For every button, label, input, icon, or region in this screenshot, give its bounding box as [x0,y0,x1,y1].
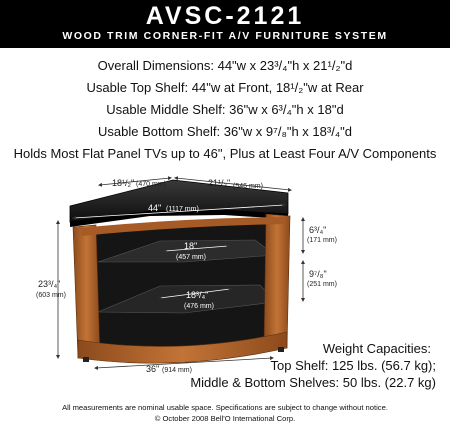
copyright: © October 2008 Bell'O International Corp. [154,414,296,423]
dim-middle-depth-mm: (457 mm) [176,254,206,261]
dim-bottom-height-mm: (251 mm) [307,281,337,288]
dim-middle-depth: 18" [184,241,198,251]
cabinet-interior [86,216,284,352]
dim-rear-right-mm: (546 mm) [233,183,263,190]
dim-bottom-height: 9⁷/₈" [309,269,327,279]
title-banner [0,0,450,48]
footer [0,402,450,424]
spec-top-shelf: Usable Top Shelf: 44"w at Front, 18¹/₂"w at Rear [86,80,364,95]
dim-rear-right: 21¹/₂" [208,178,231,188]
dim-bottom-depth: 18³/₄" [186,290,209,300]
dim-height-mm: (603 mm) [36,292,66,299]
spec-middle-shelf: Usable Middle Shelf: 36"w x 6³/₄"h x 18"d [106,102,344,117]
dim-shelf-width: 36" [146,364,160,374]
disclaimer: All measurements are nominal usable space. Specifications are subject to change without notice. [62,403,388,412]
dim-shelf-width-mm: (914 mm) [162,367,192,374]
spec-overall-dimensions: Overall Dimensions: 44"w x 23³/₄"h x 21¹/₂"d [97,58,353,73]
foot-left [83,357,89,362]
dim-front-width: 44" [148,203,162,213]
weight-middle-bottom: Middle & Bottom Shelves: 50 lbs. (22.7 kg) [190,375,436,390]
spec-bottom-shelf: Usable Bottom Shelf: 36"w x 9⁷/₈"h x 18³/₄"d [98,124,352,139]
product-subtitle: WOOD TRIM CORNER-FIT A/V FURNITURE SYSTEM [62,30,388,42]
model-number: AVSC-2121 [145,2,305,30]
dim-bottom-depth-mm: (476 mm) [184,303,214,310]
dim-rear-left-mm: (470 mm) [136,181,166,188]
dim-front-width-mm: (1117 mm) [166,206,199,213]
weight-capacities [190,340,436,391]
dim-middle-height-mm: (171 mm) [307,237,337,244]
spec-list [0,55,450,165]
weight-top-shelf: Top Shelf: 125 lbs. (56.7 kg); [270,358,436,373]
spec-tv-capacity: Holds Most Flat Panel TVs up to 46", Plus at Least Four A/V Components [13,146,437,161]
dim-middle-height: 6³/₄" [309,225,327,235]
weight-title: Weight Capacities: [322,341,431,356]
dim-height: 23³/₄" [38,279,61,289]
wood-trim-right [264,214,290,348]
dim-rear-left: 18¹/₂" [112,178,135,188]
wood-trim-left [73,225,100,358]
